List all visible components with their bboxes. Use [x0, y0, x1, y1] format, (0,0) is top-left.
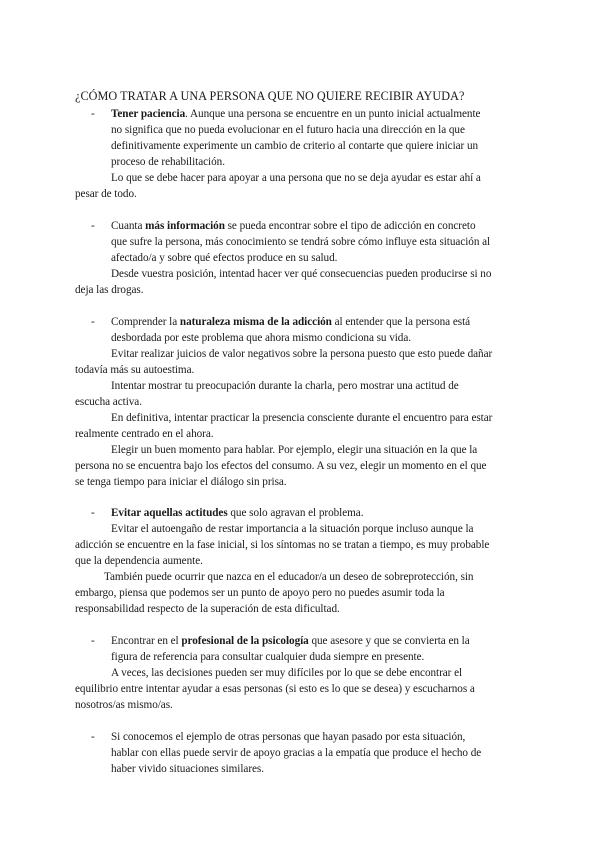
section-1-line-5: Lo que se debe hacer para apoyar a una persona que no se deja ayudar es estar ahí a [111, 172, 481, 184]
section-4-line-7: responsabilidad respecto de la superación de esta dificultad. [75, 603, 340, 615]
section-3-line-6: escucha activa. [75, 396, 142, 408]
section-2-line-1: Cuanta más información se pueda encontrar sobre el tipo de adicción en concreto [111, 220, 476, 232]
section-6-line-1: Si conocemos el ejemplo de otras personas que hayan pasado por esta situación, [111, 731, 466, 743]
section-3-line-5: Intentar mostrar tu preocupación durante la charla, pero mostrar una actitud de [111, 380, 459, 392]
section-3-line-11: se tenga tiempo para iniciar el diálogo sin prisa. [75, 476, 287, 488]
section-2-line-2: que sufre la persona, más conocimiento se tendrá sobre cómo influye esta situación al [111, 236, 491, 248]
section-4-line-6: embargo, piensa que podemos ser un punto de apoyo pero no puedes asumir toda la [75, 587, 445, 599]
section-3-line-8: realmente centrado en el ahora. [75, 428, 214, 440]
section-1-line-4: proceso de rehabilitación. [111, 156, 225, 168]
section-3-emphasis: naturaleza misma de la adicción [179, 316, 332, 328]
bullet-dash: - [91, 316, 95, 328]
bullet-dash: - [91, 108, 95, 120]
section-5-line-2: figura de referencia para consultar cualquier duda siempre en presente. [111, 651, 425, 663]
section-3-line-2: desbordada por este problema que ahora mismo condiciona su vida. [111, 332, 412, 344]
section-3-line-3: Evitar realizar juicios de valor negativos sobre la persona puesto que esto puede dañar [111, 348, 493, 360]
section-4-line-3: adicción se encuentre en la fase inicial, si los síntomas no se tratan a tiempo, es muy probable [75, 539, 490, 551]
section-3-line-9: Elegir un buen momento para hablar. Por ejemplo, elegir una situación en la que la [111, 444, 478, 456]
section-1-emphasis: Tener paciencia [111, 108, 186, 120]
section-5-line-3: A veces, las decisiones pueden ser muy difíciles por lo que se debe encontrar el [111, 667, 463, 679]
section-6-line-2: hablar con ellas puede servir de apoyo gracias a la empatía que produce el hecho de [111, 747, 482, 759]
section-1-line-6: pesar de todo. [75, 188, 137, 200]
section-2-line-3: afectado/a y sobre qué efectos produce en su salud. [111, 252, 338, 264]
section-1-line-1: Tener paciencia. Aunque una persona se encuentre en un punto inicial actualmente [111, 108, 481, 120]
section-1-line-2: no significa que no pueda evolucionar en el futuro hacia una dirección en la que [111, 124, 465, 136]
section-2-line-5: deja las drogas. [75, 284, 144, 296]
page-title: ¿CÓMO TRATAR A UNA PERSONA QUE NO QUIERE RECIBIR AYUDA? [75, 89, 465, 103]
bullet-dash: - [91, 507, 95, 519]
section-3-line-7: En definitiva, intentar practicar la presencia consciente durante el encuentro para estar [111, 412, 493, 424]
section-4-line-2: Evitar el autoengaño de restar importancia a la situación porque incluso aunque la [111, 523, 474, 535]
section-4-line-5: También puede ocurrir que nazca en el educador/a un deseo de sobreprotección, sin [104, 571, 474, 583]
bullet-dash: - [91, 731, 95, 743]
section-2-line-4: Desde vuestra posición, intentad hacer ver qué consecuencias pueden producirse si no [111, 268, 492, 280]
section-4-line-1: Evitar aquellas actitudes que solo agravan el problema. [111, 507, 364, 519]
section-2-emphasis: más información [145, 220, 225, 232]
section-3-line-4: todavía más su autoestima. [75, 364, 195, 376]
section-1-line-3: definitivamente experimente un cambio de criterio al contarte que quiere iniciar un [111, 140, 479, 152]
bullet-dash: - [91, 220, 95, 232]
section-4-emphasis: Evitar aquellas actitudes [111, 507, 228, 519]
bullet-dash: - [91, 635, 95, 647]
section-3-line-1: Comprender la naturaleza misma de la adicción al entender que la persona está [111, 316, 471, 328]
section-5-emphasis: profesional de la psicología [181, 635, 309, 647]
section-5-line-1: Encontrar en el profesional de la psicología que asesore y que se convierta en la [111, 635, 470, 647]
section-6-line-3: haber vivido situaciones similares. [111, 763, 264, 775]
section-5-line-5: nosotros/as mismo/as. [75, 699, 173, 711]
section-3-line-10: persona no se encuentra bajo los efectos del consumo. A su vez, elegir un momento en el que [75, 460, 487, 472]
section-5-line-4: equilibrio entre intentar ayudar a esas personas (si esto es lo que se desea) y escucharnos a [75, 683, 475, 695]
section-4-line-4: que la dependencia aumente. [75, 555, 203, 567]
